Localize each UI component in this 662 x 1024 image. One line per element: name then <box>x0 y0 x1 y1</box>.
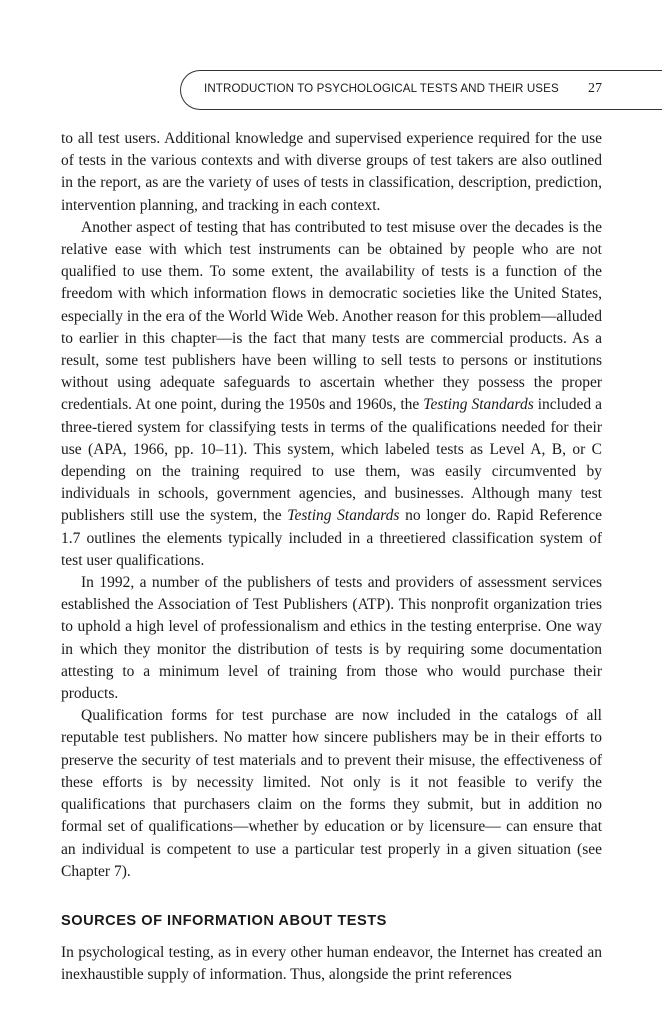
italic-title: Testing Standards <box>423 396 534 414</box>
paragraph-atp <box>61 572 602 705</box>
paragraph-text: no longer do. Rapid Reference 1.7 outlines the elements typically included in a threetiered classification system of test user qualifications. <box>61 507 602 569</box>
paragraph-continued <box>61 128 602 217</box>
paragraph-qualification-forms <box>61 705 602 883</box>
paragraph-text: In psychological testing, as in every other human endeavor, the Internet has created an inexhaustible supply of information. Thus, alongside the print references <box>61 943 602 984</box>
paragraph-test-misuse <box>61 217 602 572</box>
page-number: 27 <box>588 81 602 96</box>
paragraph-text: Another aspect of testing that has contributed to test misuse over the decades is the relative ease with which test instruments can be obtained by people who are not qualified to use them. To some extent, the availability of tests is a function of the freedom with which information flows in democratic societies like the United States, especially in the era of the World Wide Web. Another reason for this problem—alluded to earlier in this chapter—is the fact that many tests are commercial products. As a result, some test publishers have been willing to sell tests to persons or institutions without using adequate safeguards to ascertain whether they possess the proper credentials. At one point, during the 1950s and 1960s, the <box>61 218 602 414</box>
section-heading: SOURCES OF INFORMATION ABOUT TESTS <box>61 912 387 929</box>
running-header <box>180 70 662 110</box>
paragraph-text: Qualification forms for test purchase are now included in the catalogs of all reputable test publishers. No matter how sincere publishers may be in their efforts to preserve the security of test materials and to prevent their misuse, the effectiveness of these efforts is by necessity limited. Not only is it not feasible to verify the qualifications that purchasers claim on the forms they submit, but in addition no formal set of qualifications—whether by education or by licensure— can ensure that an individual is competent to use a particular test properly in a given situation (see Chapter 7). <box>61 707 602 880</box>
paragraph-text: to all test users. Additional knowledge and supervised experience required for the use of tests in the various contexts and with diverse groups of test takers are also outlined in the report, as are the variety of uses of tests in classification, description, prediction, intervention planning, and tracking in each context. <box>61 130 602 214</box>
paragraph-text: included a three-tiered system for classifying tests in terms of the qualifications needed for their use (APA, 1966, pp. 10–11). This system, which labeled tests as Level A, B, or C depending on the training required to use them, was easily circumvented by individuals in schools, government agencies, and businesses. Although many test publishers still use the system, the <box>61 396 602 525</box>
italic-title: Testing Standards <box>287 507 400 525</box>
body-text <box>61 128 602 986</box>
paragraph-text: In 1992, a number of the publishers of tests and providers of assessment services established the Association of Test Publishers (ATP). This nonprofit organization tries to uphold a high level of professionalism and ethics in the testing enterprise. One way in which they monitor the distribution of tests is by requiring some documentation attesting to a minimum level of training from those who would purchase their products. <box>61 574 602 703</box>
paragraph-sources <box>61 942 602 986</box>
running-title: INTRODUCTION TO PSYCHOLOGICAL TESTS AND THEIR USES <box>204 82 559 95</box>
